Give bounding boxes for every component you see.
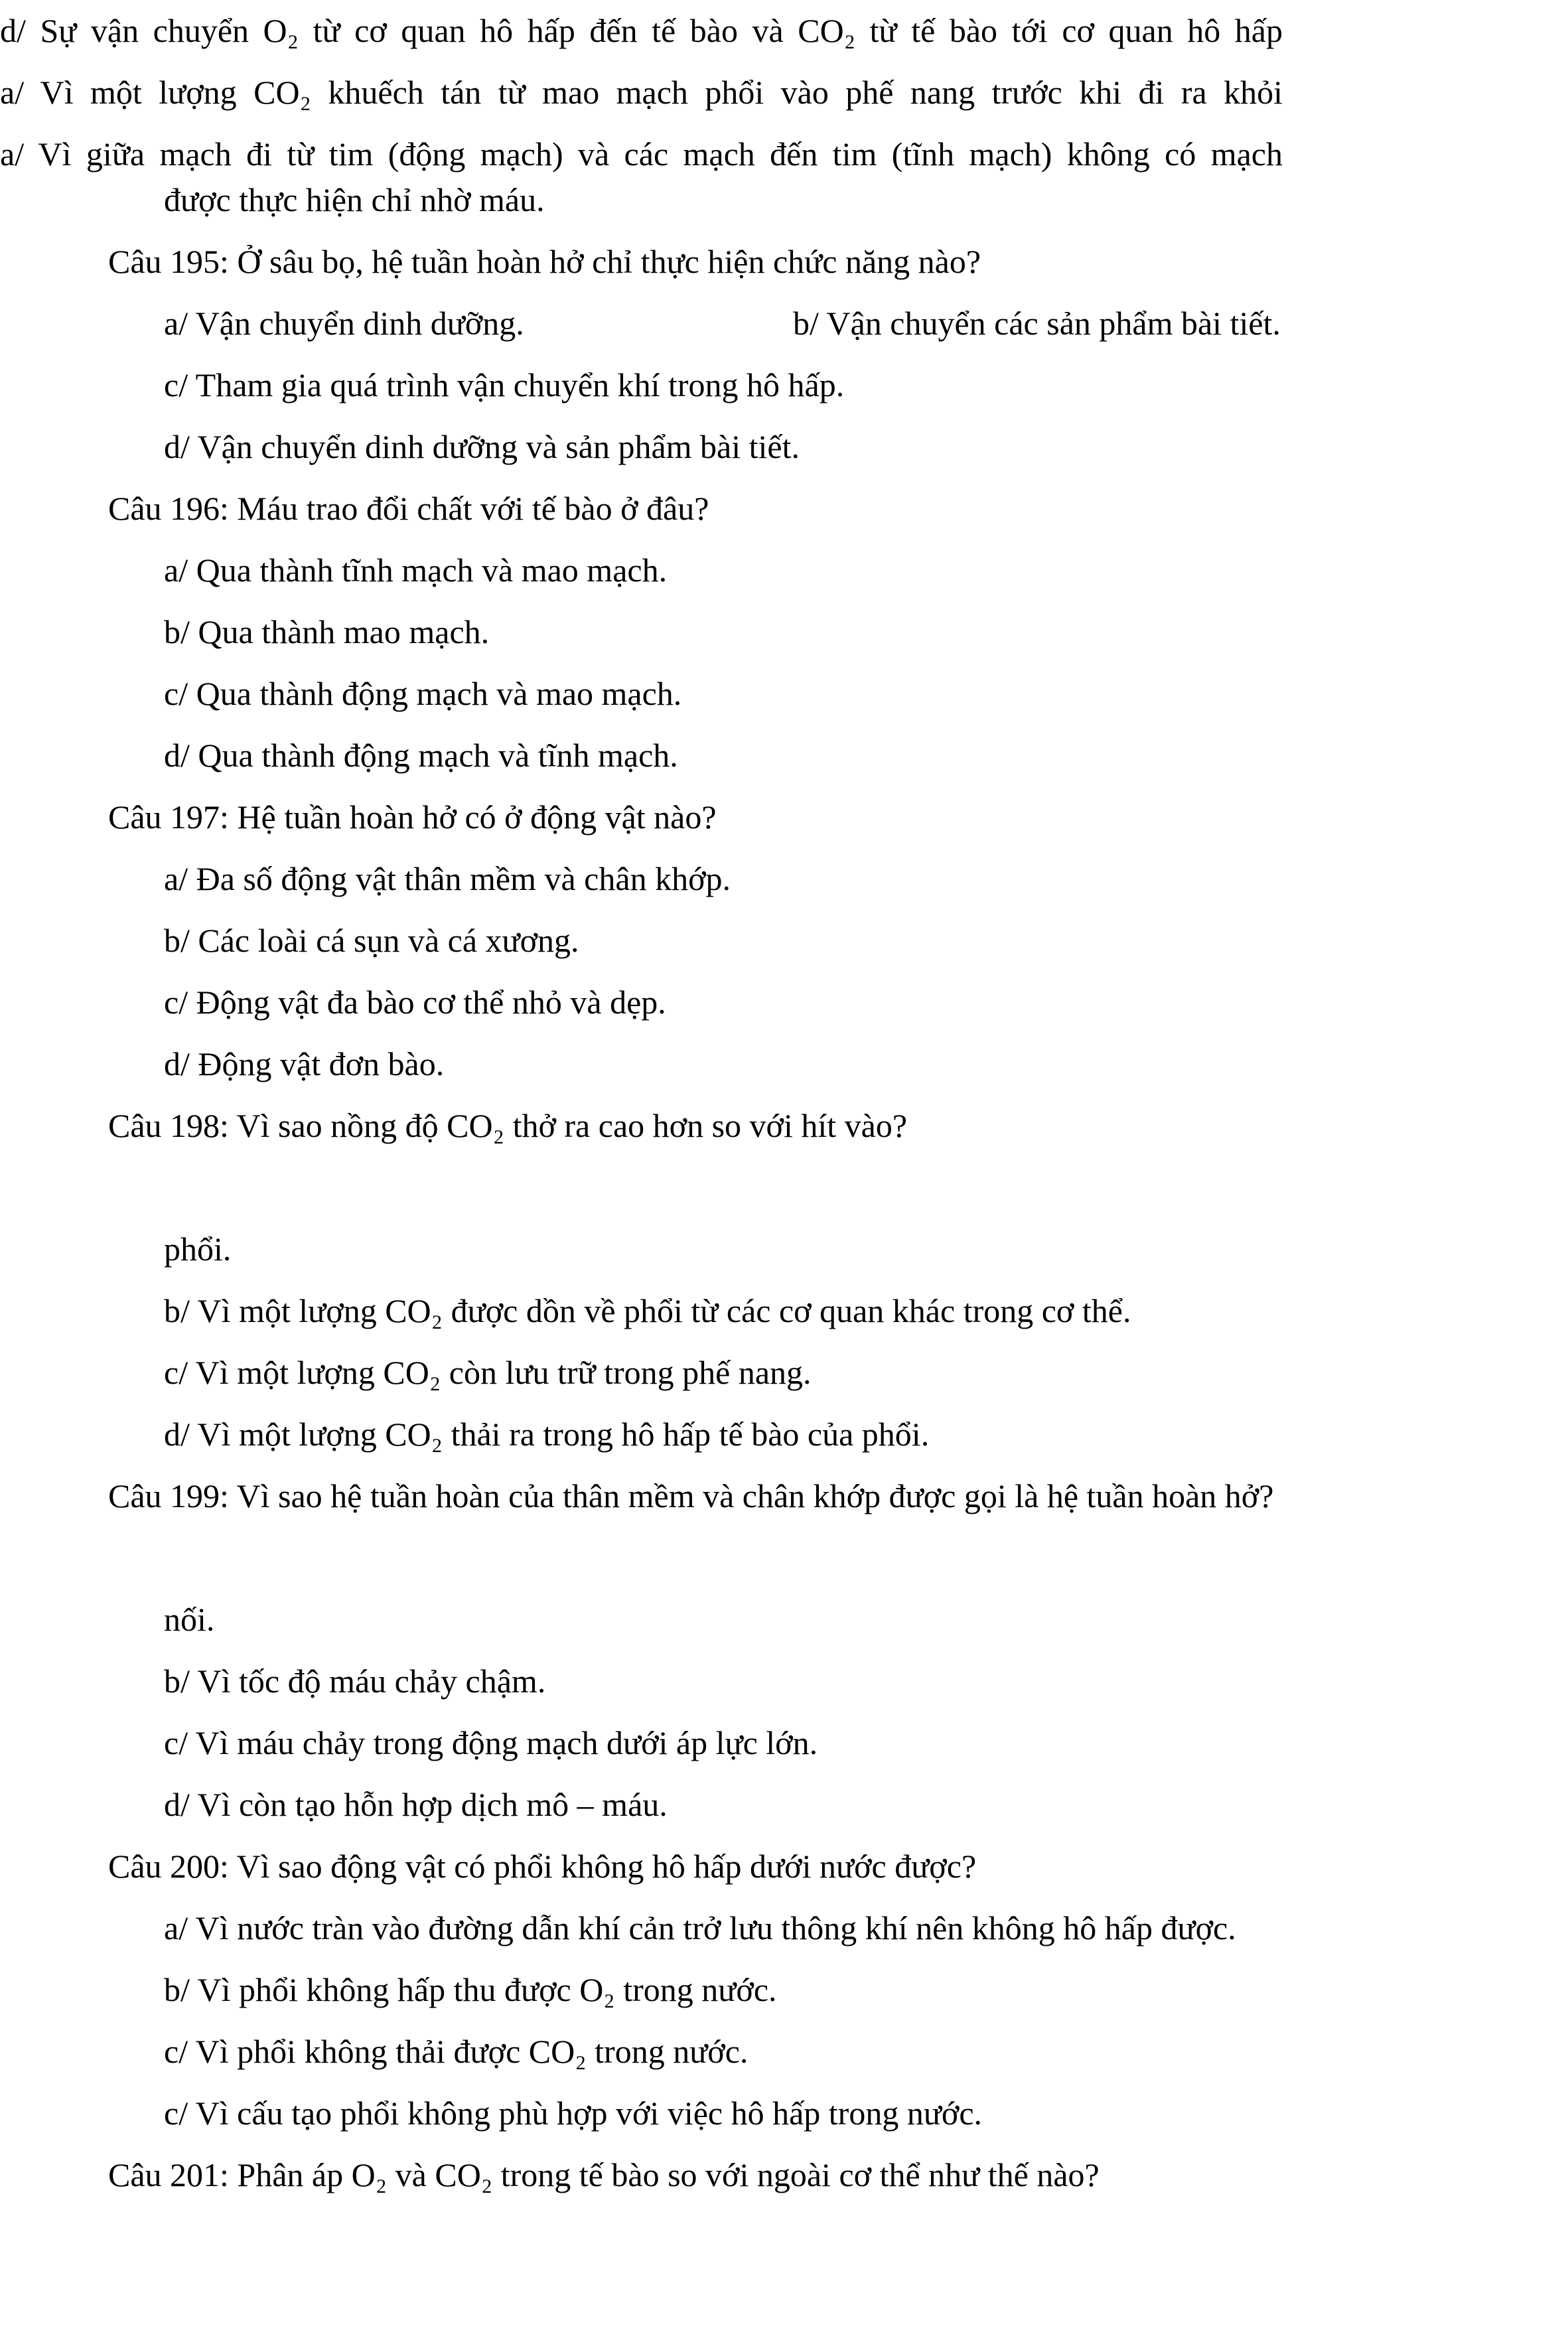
q197-option-a: a/ Đa số động vật thân mềm và chân khớp. (164, 860, 731, 897)
q196-option-d: d/ Qua thành động mạch và tĩnh mạch. (164, 737, 678, 774)
q196-option-a: a/ Qua thành tĩnh mạch và mao mạch. (164, 551, 668, 589)
q195-option-c: c/ Tham gia quá trình vận chuyển khí trong hô hấp. (164, 366, 845, 404)
q197-option-d: d/ Động vật đơn bào. (164, 1045, 445, 1082)
question-198: Câu 198: Vì sao nồng độ CO₂ thở ra cao hơn so với hít vào? (108, 1107, 908, 1144)
q200-option-b: b/ Vì phổi không hấp thu được O₂ trong nước. (164, 1971, 777, 2008)
q199-option-a-line2: nối. (164, 1601, 215, 1638)
q195-option-d: d/ Vận chuyển dinh dưỡng và sản phẩm bài tiết. (164, 428, 800, 465)
question-200: Câu 200: Vì sao động vật có phổi không hô hấp dưới nước được? (108, 1848, 977, 1885)
question-199: Câu 199: Vì sao hệ tuần hoàn của thân mềm và chân khớp được gọi là hệ tuần hoàn hở? (108, 1477, 1274, 1514)
q198-option-a-line2: phổi. (164, 1230, 232, 1268)
q197-option-c: c/ Động vật đa bào cơ thể nhỏ và dẹp. (164, 984, 666, 1021)
q196-option-b: b/ Qua thành mao mạch. (164, 613, 490, 650)
q198-option-a-line1: a/ Vì một lượng CO₂ khuếch tán từ mao mạch phổi vào phế nang trước khi đi ra khỏi (0, 74, 1283, 111)
q195-option-b: b/ Vận chuyển các sản phẩm bài tiết. (793, 305, 1281, 342)
question-197: Câu 197: Hệ tuần hoàn hở có ở động vật nào? (108, 798, 717, 836)
question-196: Câu 196: Máu trao đổi chất với tế bào ở đâu? (108, 490, 709, 527)
q195-option-a: a/ Vận chuyển dinh dưỡng. (164, 305, 524, 342)
question-195: Câu 195: Ở sâu bọ, hệ tuần hoàn hở chỉ thực hiện chức năng nào? (108, 243, 981, 280)
q199-option-b: b/ Vì tốc độ máu chảy chậm. (164, 1662, 546, 1700)
question-201: Câu 201: Phân áp O₂ và CO₂ trong tế bào so với ngoài cơ thể như thế nào? (108, 2156, 1100, 2193)
q199-option-c: c/ Vì máu chảy trong động mạch dưới áp lực lớn. (164, 1724, 818, 1761)
q199-option-a-line1: a/ Vì giữa mạch đi từ tim (động mạch) và các mạch đến tim (tĩnh mạch) không có mạch (0, 135, 1283, 173)
q196-option-c: c/ Qua thành động mạch và mao mạch. (164, 675, 682, 712)
prev-option-d-line2: được thực hiện chỉ nhờ máu. (164, 181, 545, 218)
q198-option-d: d/ Vì một lượng CO₂ thải ra trong hô hấp tế bào của phổi. (164, 1416, 930, 1453)
q200-option-a: a/ Vì nước tràn vào đường dẫn khí cản trở lưu thông khí nên không hô hấp được. (164, 1909, 1236, 1947)
q200-option-c-second: c/ Vì cấu tạo phổi không phù hợp với việc hô hấp trong nước. (164, 2095, 983, 2132)
q199-option-d: d/ Vì còn tạo hỗn hợp dịch mô – máu. (164, 1786, 668, 1823)
q198-option-c: c/ Vì một lượng CO₂ còn lưu trữ trong phế nang. (164, 1354, 812, 1391)
q197-option-b: b/ Các loài cá sụn và cá xương. (164, 922, 579, 959)
prev-option-d-line1: d/ Sự vận chuyển O₂ từ cơ quan hô hấp đến tế bào và CO₂ từ tế bào tới cơ quan hô hấp (0, 12, 1283, 49)
q198-option-b: b/ Vì một lượng CO₂ được dồn về phổi từ các cơ quan khác trong cơ thể. (164, 1292, 1131, 1329)
q200-option-c: c/ Vì phổi không thải được CO₂ trong nước. (164, 2033, 748, 2070)
